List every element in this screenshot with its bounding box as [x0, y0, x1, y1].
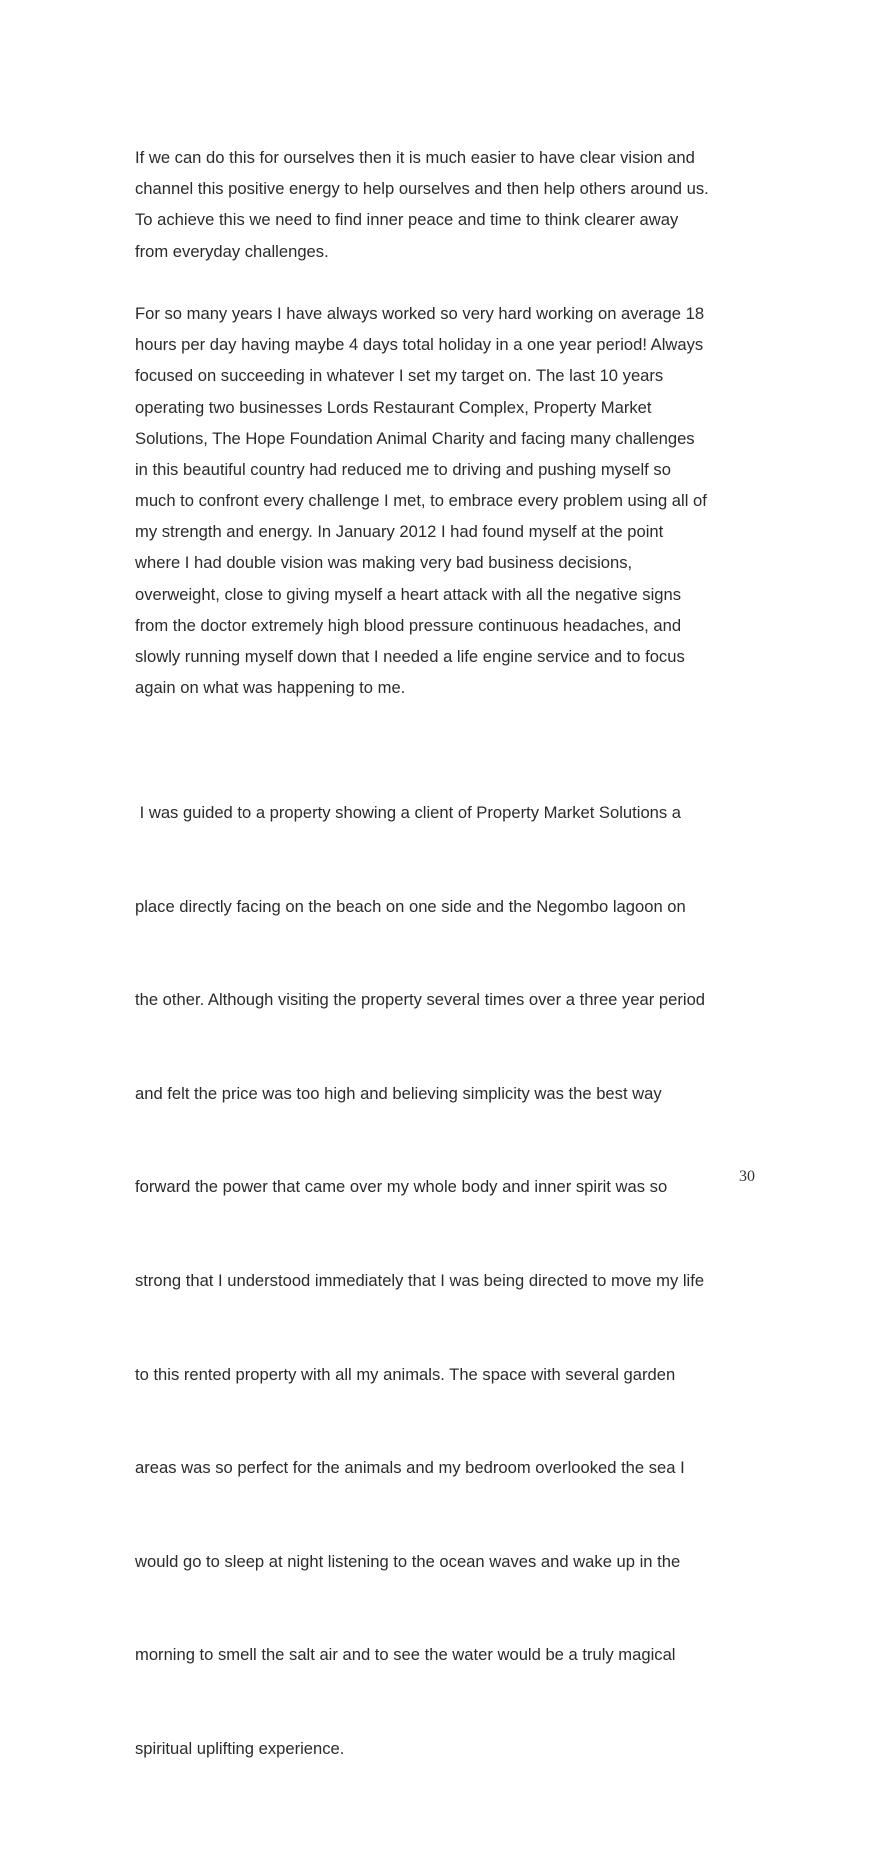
text-line: forward the power that came over my whole body and inner spirit was so	[135, 1177, 668, 1197]
text-line: the other. Although visiting the property several times over a three year period	[135, 990, 706, 1010]
text-line: focused on succeeding in whatever I set my target on. The last 10 years	[135, 366, 664, 386]
text-line: areas was so perfect for the animals and my bedroom overlooked the sea I	[135, 1458, 685, 1478]
text-line: overweight, close to giving myself a heart attack with all the negative signs	[135, 584, 682, 604]
text-line: To achieve this we need to find inner peace and time to think clearer away	[135, 210, 679, 230]
text-line: would go to sleep at night listening to the ocean waves and wake up in the	[135, 1551, 681, 1571]
text-line: where I had double vision was making very bad business decisions,	[135, 553, 633, 573]
page-number: 30	[739, 1168, 755, 1185]
text-line: slowly running myself down that I needed a life engine service and to focus	[135, 647, 685, 666]
text-line: strong that I understood immediately that I was being directed to move my life	[135, 1270, 705, 1290]
text-line: again on what was happening to me.	[135, 678, 406, 698]
text-line: from the doctor extremely high blood pressure continuous headaches, and	[135, 615, 682, 635]
body-text	[135, 142, 765, 1858]
text-line: to this rented property with all my animals. The space with several garden	[135, 1364, 676, 1384]
paragraph-3	[135, 735, 765, 1827]
text-line: hours per day having maybe 4 days total holiday in a one year period! Always	[135, 335, 704, 355]
text-line: I was guided to a property showing a client of Property Market Solutions a	[135, 802, 682, 822]
text-line: my strength and energy. In January 2012 I had found myself at the point	[135, 522, 664, 542]
text-line: place directly facing on the beach on one side and the Negombo lagoon on	[135, 896, 686, 916]
text-line: morning to smell the salt air and to see the water would be a truly magical	[135, 1645, 676, 1665]
text-line: Solutions, The Hope Foundation Animal Charity and facing many challenges	[135, 428, 695, 448]
paragraph-2	[135, 298, 765, 703]
text-line: spiritual uplifting experience.	[135, 1738, 345, 1758]
text-line: If we can do this for ourselves then it is much easier to have clear vision and	[135, 148, 695, 167]
text-line: from everyday challenges.	[135, 241, 329, 261]
text-line: operating two businesses Lords Restaurant Complex, Property Market	[135, 397, 652, 417]
paragraph-1	[135, 142, 765, 267]
text-line: channel this positive energy to help ourselves and then help others around us.	[135, 179, 709, 199]
text-line: much to confront every challenge I met, to embrace every problem using all of	[135, 491, 707, 511]
text-line: in this beautiful country had reduced me to driving and pushing myself so	[135, 459, 671, 479]
text-line: For so many years I have always worked so very hard working on average 18	[135, 303, 705, 323]
text-line: and felt the price was too high and believing simplicity was the best way	[135, 1083, 662, 1103]
